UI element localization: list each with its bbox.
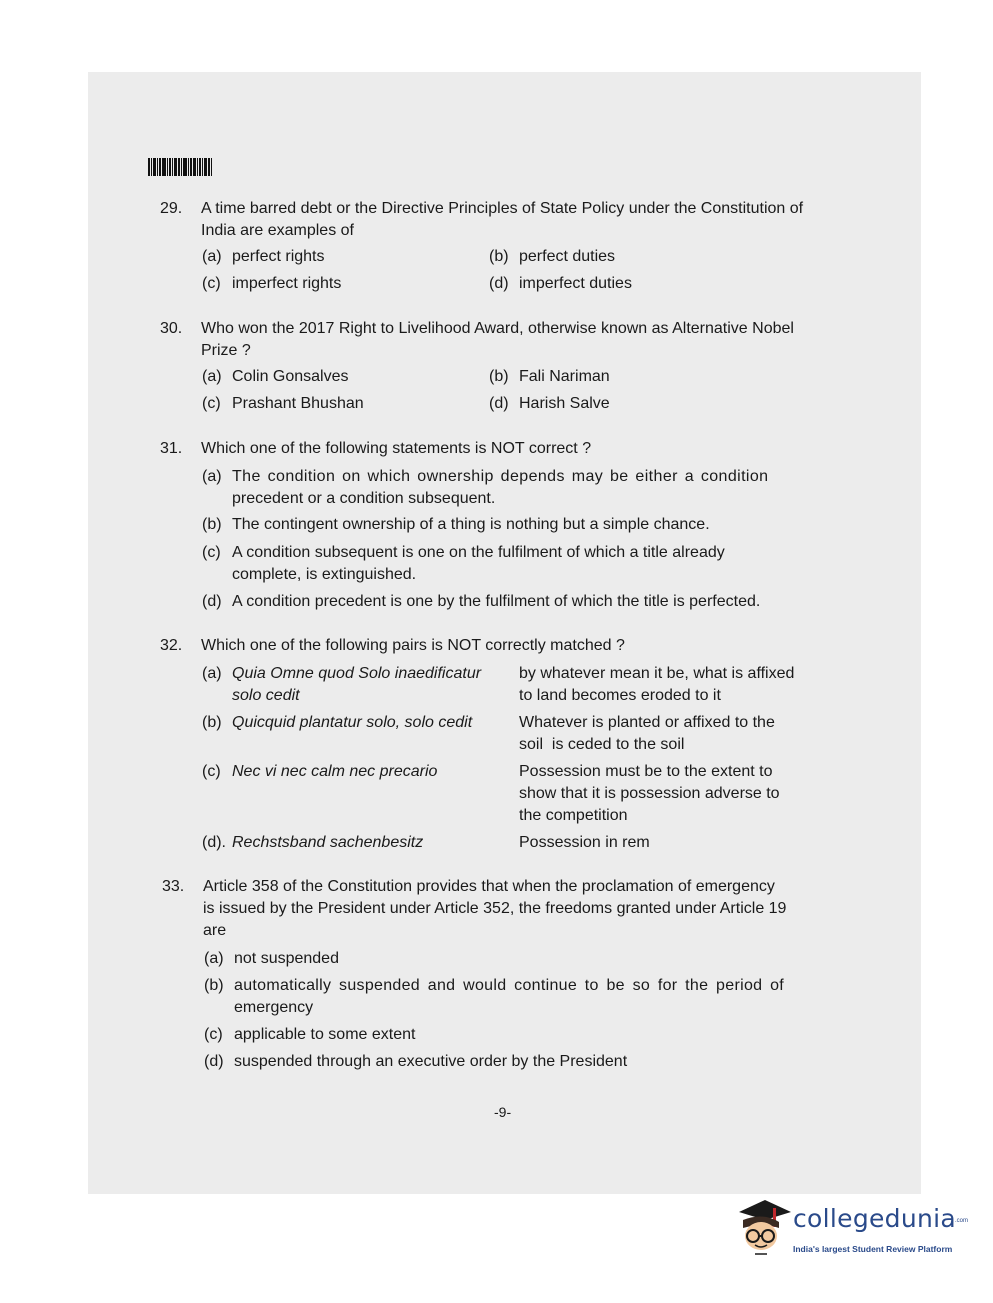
question-number: 29. bbox=[160, 200, 183, 217]
logo-tagline: India's largest Student Review Platform bbox=[793, 1244, 953, 1254]
logo-name: collegedunia bbox=[793, 1204, 956, 1233]
barcode bbox=[148, 158, 226, 176]
question-number: 32. bbox=[160, 637, 183, 654]
question-text-line1: Article 358 of the Constitution provides that when the proclamation of emergency bbox=[203, 878, 775, 895]
mascot-icon bbox=[733, 1198, 791, 1260]
logo-com: .com bbox=[955, 1218, 969, 1224]
page-number: -9- bbox=[494, 1104, 512, 1120]
question-number: 31. bbox=[160, 440, 183, 457]
question-number: 33. bbox=[162, 878, 185, 895]
question-text: A time barred debt or the Directive Principles of State Policy under the Constitution of India are examples of bbox=[201, 200, 804, 239]
collegedunia-logo[interactable] bbox=[733, 1198, 969, 1268]
question-number: 30. bbox=[160, 320, 183, 337]
question-text: Which one of the following statements is NOT correct ? bbox=[201, 440, 592, 457]
question-text: Which one of the following pairs is NOT correctly matched ? bbox=[201, 637, 625, 654]
question-text-line3: are bbox=[203, 922, 227, 939]
question-text-line2: is issued by the President under Article 352, the freedoms granted under Article 19 bbox=[203, 900, 787, 917]
question-text: Who won the 2017 Right to Livelihood Award, otherwise known as Alternative Nobel Prize ? bbox=[201, 320, 794, 359]
